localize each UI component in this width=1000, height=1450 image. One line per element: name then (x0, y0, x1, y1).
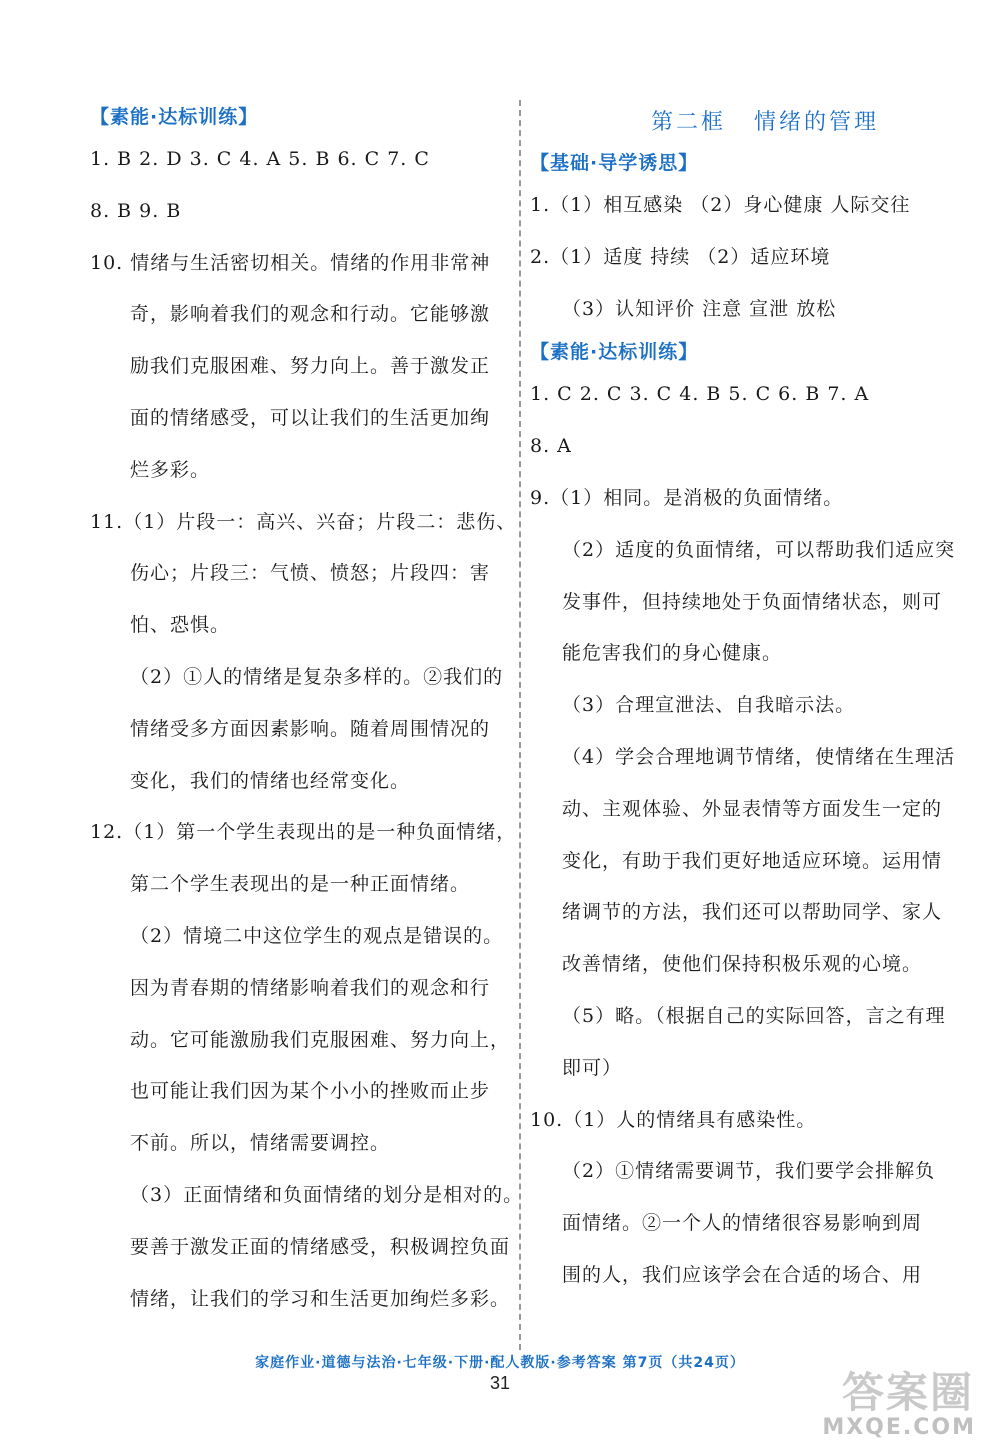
answer-line: 发事件，但持续地处于负面情绪状态，则可 (562, 590, 943, 613)
answer-line: 伤心；片段三：气愤、愤怒；片段四：害 (130, 562, 491, 585)
frame-title (560, 100, 970, 146)
section-tag-training-left: 【素能·达标训练】 (90, 106, 259, 128)
watermark-main: 答案圈 (841, 1368, 974, 1417)
right-basics-lines (530, 180, 970, 335)
answer-line: 8. A (530, 435, 572, 458)
answer-line: 烂多彩。 (130, 458, 211, 481)
answer-line: 能危害我们的身心健康。 (562, 642, 783, 665)
answer-line: 1. C 2. C 3. C 4. B 5. C 6. B 7. A (530, 383, 870, 406)
watermark-sub: MXQE.COM (822, 1415, 976, 1440)
answer-line: （2）①情绪需要调节，我们要学会排解负 (562, 1160, 936, 1183)
answer-line: 情绪，让我们的学习和生活更加绚烂多彩。 (130, 1287, 511, 1310)
answer-line: 12.（1）第一个学生表现出的是一种负面情绪， (90, 821, 517, 844)
answer-line: 围的人，我们应该学会在合适的场合、用 (562, 1263, 923, 1286)
frame-title-number: 第二框 (650, 110, 726, 135)
page-number: 31 (489, 1373, 511, 1393)
right-column (530, 100, 970, 1302)
section-tag-basics: 【基础·导学诱思】 (530, 152, 699, 174)
right-training-lines (530, 369, 970, 1301)
answer-line: （3）正面情绪和负面情绪的划分是相对的。 (130, 1183, 524, 1206)
answer-line: 奇，影响着我们的观念和行动。它能够激 (130, 303, 491, 326)
watermark-logo (822, 1360, 982, 1440)
answer-line: 11.（1）片段一：高兴、兴奋；片段二：悲伤、 (90, 510, 517, 533)
answer-line: 即可） (562, 1056, 623, 1079)
answer-line: （2）①人的情绪是复杂多样的。②我们的 (130, 665, 504, 688)
answer-line: 改善情绪，使他们保持积极乐观的心境。 (562, 953, 923, 976)
answer-line: 变化，有助于我们更好地适应环境。运用情 (562, 849, 943, 872)
answer-line: 面的情绪感受，可以让我们的生活更加绚 (130, 406, 491, 429)
answer-line: 要善于激发正面的情绪感受，积极调控负面 (130, 1235, 511, 1258)
answer-line: 变化，我们的情绪也经常变化。 (130, 769, 411, 792)
answer-line: 8. B 9. B (90, 199, 182, 222)
answer-line: 也可能让我们因为某个小小的挫败而止步 (130, 1080, 491, 1103)
answer-line: 面情绪。②一个人的情绪很容易影响到周 (562, 1212, 923, 1235)
page-footer: 家庭作业·道德与法治·七年级·下册·配人教版·参考答案 第7页（共24页） (255, 1355, 745, 1371)
answer-line: 绪调节的方法，我们还可以帮助同学、家人 (562, 901, 943, 924)
answer-line: 因为青春期的情绪影响着我们的观念和行 (130, 976, 491, 999)
left-answer-lines (90, 134, 530, 1325)
answer-line: 10. 情绪与生活密切相关。情绪的作用非常神 (90, 251, 491, 274)
frame-title-text: 情绪的管理 (754, 110, 880, 135)
answer-line: 1. B 2. D 3. C 4. A 5. B 6. C 7. C (90, 148, 430, 170)
answer-line: 第二个学生表现出的是一种正面情绪。 (130, 873, 471, 896)
answer-line: 怕、恐惧。 (130, 614, 231, 637)
answer-line: （2）情境二中这位学生的观点是错误的。 (130, 924, 504, 947)
answer-line: （2）适度的负面情绪，可以帮助我们适应突 (562, 538, 956, 561)
answer-line: 动。它可能激励我们克服困难、努力向上， (130, 1028, 511, 1051)
section-tag-training-right: 【素能·达标训练】 (530, 341, 699, 364)
left-column (90, 100, 530, 1325)
answer-line: 情绪受多方面因素影响。随着周围情况的 (130, 717, 491, 740)
answer-line: （3）认知评价 注意 宣泄 放松 (562, 297, 837, 320)
answer-line: 2.（1）适度 持续 （2）适应环境 (530, 245, 831, 268)
answer-line: （4）学会合理地调节情绪，使情绪在生理活 (562, 745, 956, 768)
answer-line: 1.（1）相互感染 （2）身心健康 人际交往 (530, 194, 911, 216)
answer-line: 9.（1）相同。是消极的负面情绪。 (530, 486, 844, 509)
answer-line: 不前。所以，情绪需要调控。 (130, 1132, 391, 1155)
answer-line: 10.（1）人的情绪具有感染性。 (530, 1108, 817, 1131)
answer-line: 动、主观体验、外显表情等方面发生一定的 (562, 797, 943, 820)
answer-line: （5）略。（根据自己的实际回答，言之有理 (562, 1004, 946, 1027)
answer-line: （3）合理宣泄法、自我暗示法。 (562, 694, 856, 717)
answer-line: 励我们克服困难、努力向上。善于激发正 (130, 355, 491, 378)
